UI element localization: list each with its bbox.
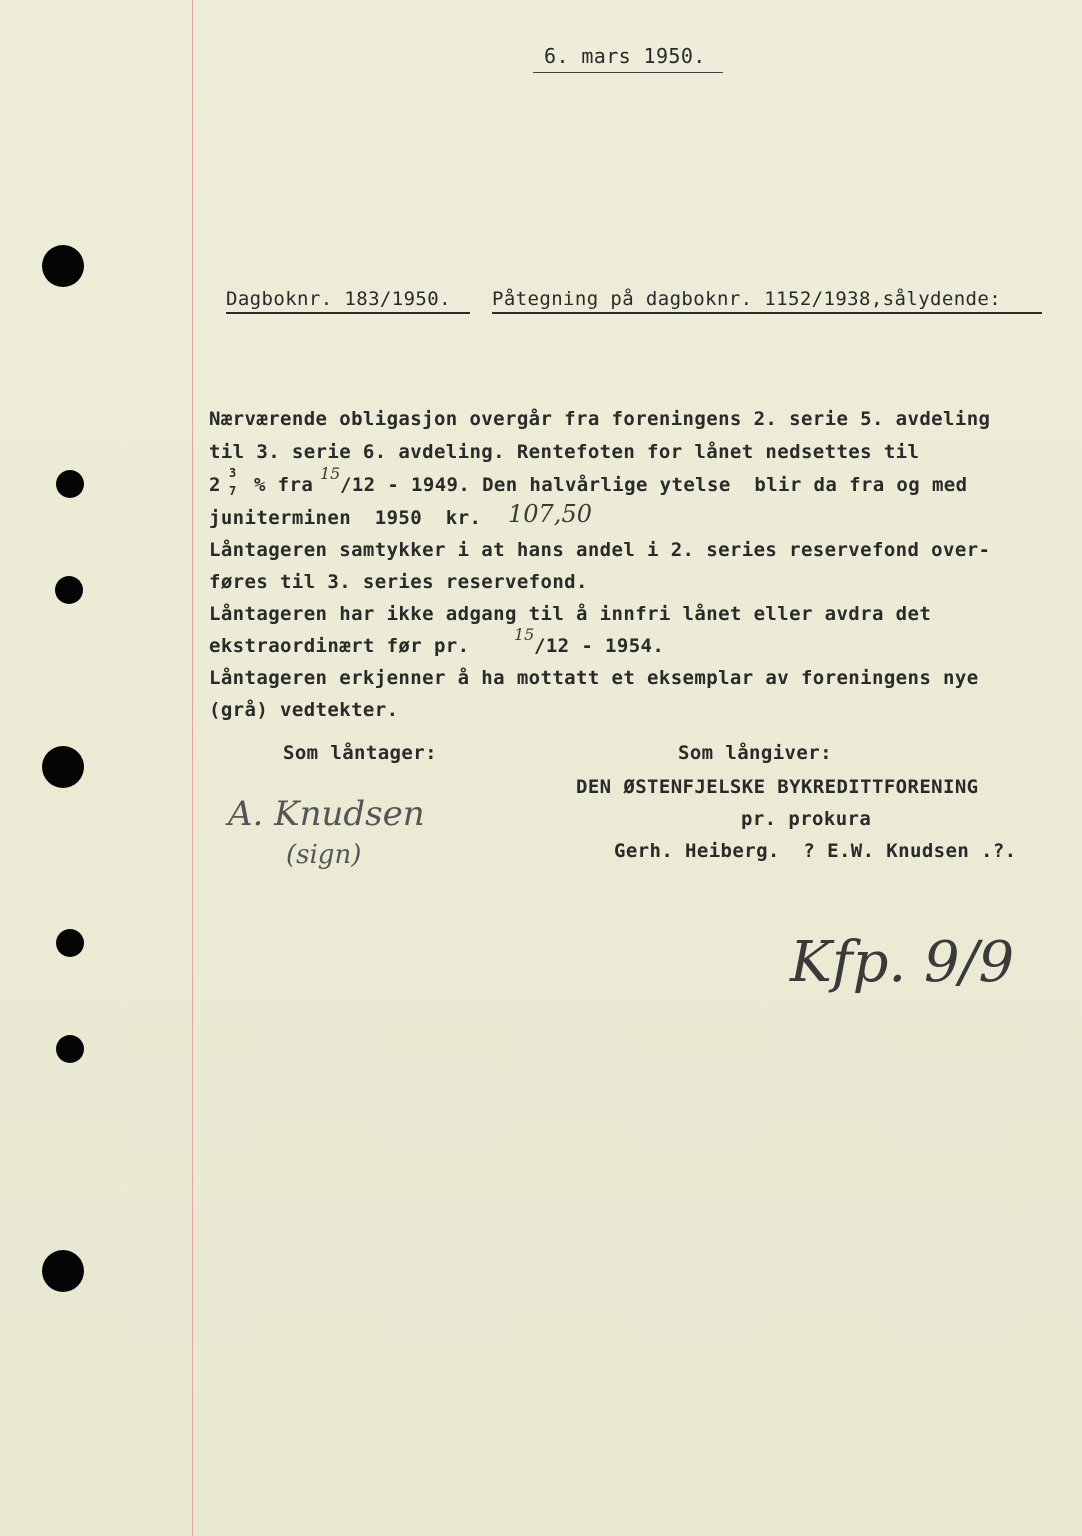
borrower-label: Som låntager: [283, 742, 437, 764]
body-line-3-start: 2 [209, 474, 221, 496]
fraction-denominator: 7 [229, 484, 237, 498]
lender-names: Gerh. Heiberg. ? E.W. Knudsen .?. [614, 840, 1017, 862]
journal-number: Dagboknr. 183/1950. [226, 288, 451, 310]
punch-hole [55, 576, 83, 604]
heading-endorsement: Påtegning på dagboknr. 1152/1938,sålydende: [492, 288, 1002, 310]
body-line-10: (grå) vedtekter. [209, 699, 399, 721]
lender-prokura: pr. prokura [741, 808, 872, 830]
document-date: 6. mars 1950. [544, 44, 706, 68]
handwritten-initials: Kfp. 9/9 [790, 930, 1015, 995]
journal-number-underline [226, 312, 470, 314]
body-line-3-percent: % fra [254, 474, 314, 496]
body-line-3-end: /12 - 1949. Den halvårlige ytelse blir da fra og med [340, 474, 968, 496]
body-line-8-start: ekstraordinært før pr. [209, 635, 470, 657]
handwritten-day-2: 15 [514, 625, 535, 644]
borrower-signature: A. Knudsen [228, 794, 425, 834]
body-line-8-end: /12 - 1954. [534, 635, 665, 657]
handwritten-amount: 107,50 [508, 500, 592, 528]
date-underline [533, 72, 723, 73]
body-line-4: juniterminen 1950 kr. [209, 507, 482, 529]
margin-line [192, 0, 193, 1536]
body-line-6: føres til 3. series reservefond. [209, 571, 588, 593]
lender-label: Som långiver: [678, 742, 832, 764]
heading-underline [492, 312, 1042, 314]
handwritten-day: 15 [320, 464, 341, 483]
body-line-1: Nærværende obligasjon overgår fra foreningens 2. serie 5. avdeling [209, 408, 991, 430]
punch-hole [56, 470, 84, 498]
lender-organization: DEN ØSTENFJELSKE BYKREDITTFORENING [576, 776, 979, 798]
punch-hole [42, 245, 84, 287]
fraction-numerator: 3 [229, 466, 237, 480]
punch-hole [42, 1250, 84, 1292]
body-line-2: til 3. serie 6. avdeling. Rentefoten for lånet nedsettes til [209, 441, 920, 463]
body-line-5: Låntageren samtykker i at hans andel i 2. series reservefond over- [209, 539, 991, 561]
punch-hole [56, 929, 84, 957]
punch-hole [56, 1035, 84, 1063]
borrower-signature-note: (sign) [286, 840, 362, 870]
body-line-9: Låntageren erkjenner å ha mottatt et eksemplar av foreningens nye [209, 667, 979, 689]
body-line-7: Låntageren har ikke adgang til å innfri lånet eller avdra det [209, 603, 932, 625]
punch-hole [42, 746, 84, 788]
